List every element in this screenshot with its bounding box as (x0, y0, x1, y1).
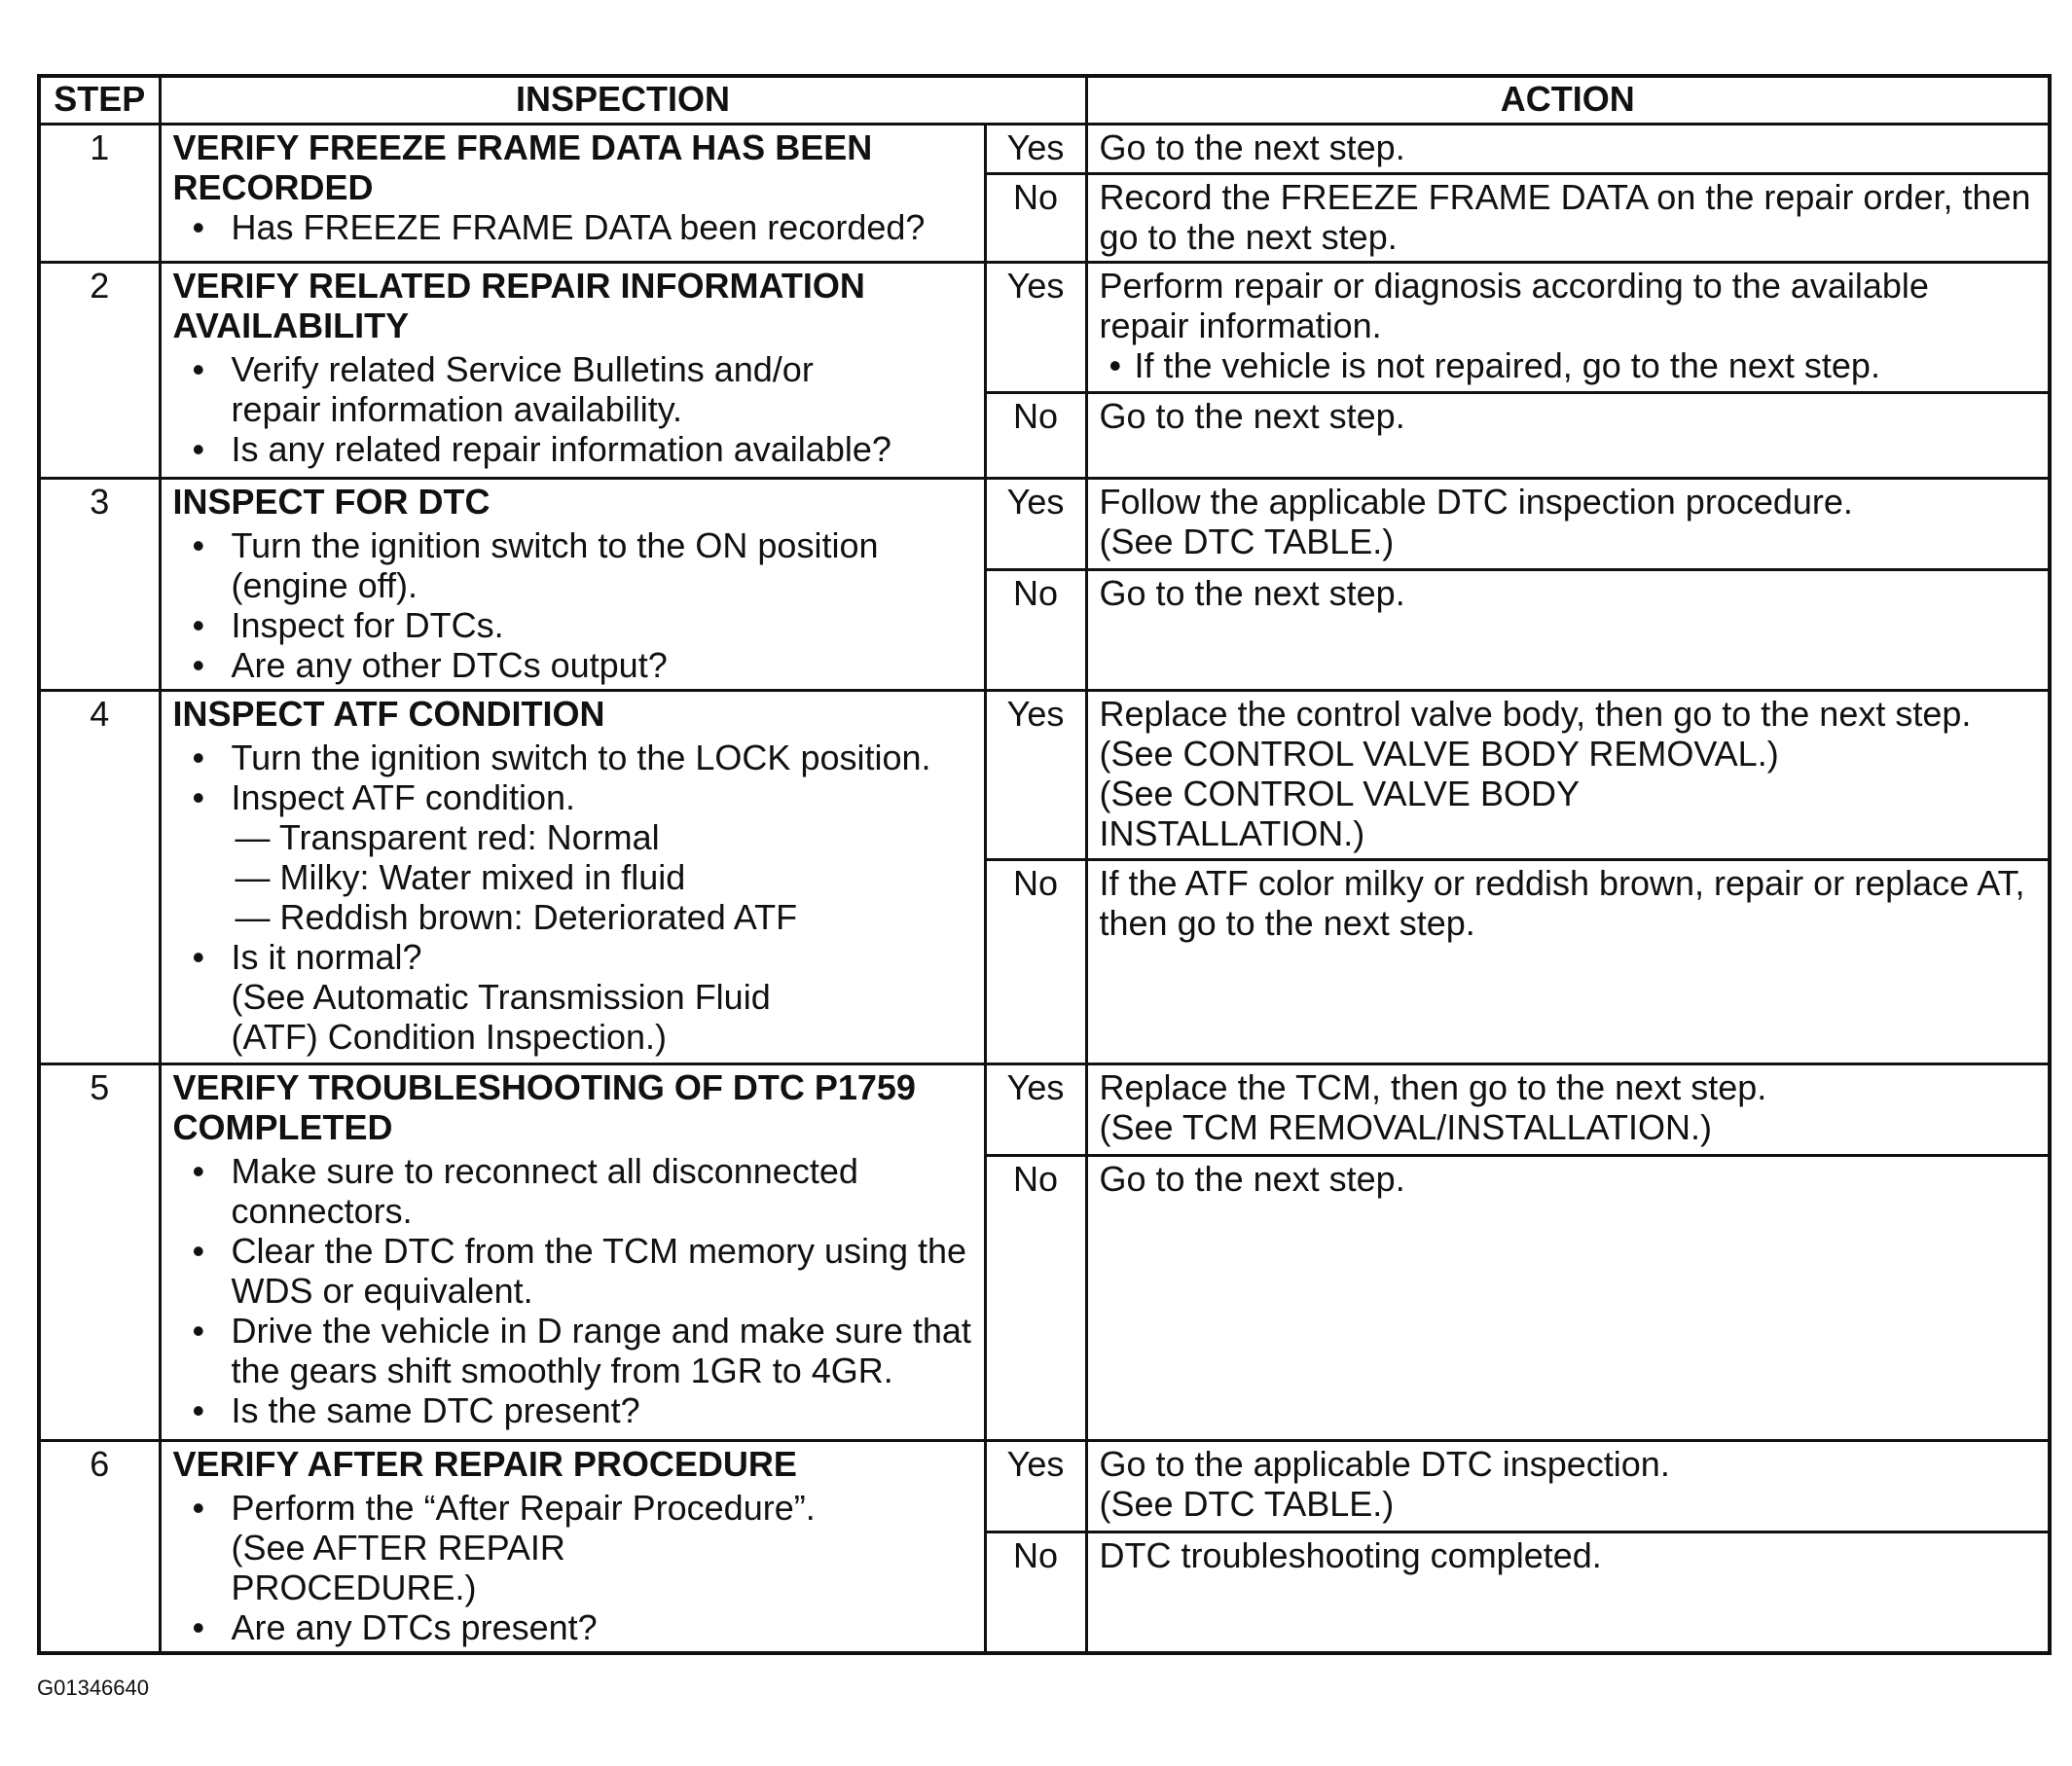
action-text: Perform repair or diagnosis according to the available repair information. (1099, 266, 1929, 345)
inspection-bullet: • Turn the ignition switch to the ON position (engine off). (173, 525, 893, 605)
yes-label: Yes (985, 479, 1086, 570)
inspection-cell (160, 125, 985, 263)
inspection-bullet: • Make sure to reconnect all disconnected connectors. (173, 1151, 874, 1231)
bullet-text: • Is it normal? (231, 937, 422, 977)
sub-item: — Transparent red: Normal (235, 817, 660, 857)
no-action (1086, 393, 2050, 479)
inspection-bullet: • Turn the ignition switch to the LOCK position. (173, 738, 974, 777)
inspection-bullet (173, 1488, 974, 1607)
sub-item: — Reddish brown: Deteriorated ATF (235, 897, 798, 937)
inspection-bullet (173, 777, 974, 937)
inspection-title: VERIFY RELATED REPAIR INFORMATION AVAILABILITY (172, 266, 865, 345)
header-inspection: INSPECTION (160, 76, 1086, 125)
header-step: STEP (39, 76, 160, 125)
bullet-note: (See Automatic Transmission Fluid (ATF) Condition Inspection.) (231, 977, 771, 1057)
bullet-note: (See AFTER REPAIR PROCEDURE.) (231, 1528, 565, 1607)
no-label: No (985, 1532, 1086, 1653)
inspection-bullet (173, 937, 974, 1057)
action-text: (See CONTROL VALVE BODY REMOVAL.) (1099, 734, 1779, 774)
inspection-bullets (173, 349, 974, 469)
yes-label: Yes (985, 125, 1086, 174)
table-row (39, 479, 2050, 570)
inspection-bullets (173, 1488, 974, 1647)
inspection-bullets (173, 1151, 974, 1430)
no-action (1086, 174, 2050, 263)
action-text: (See TCM REMOVAL/INSTALLATION.) (1099, 1107, 1712, 1147)
action-bullet: • If the vehicle is not repaired, go to the next step. (1100, 345, 2039, 385)
inspection-cell (160, 1064, 985, 1441)
step-number: 5 (39, 1064, 160, 1441)
bullet-text: • Perform the “After Repair Procedure”. (231, 1488, 816, 1528)
action-text: Replace the TCM, then go to the next step. (1099, 1067, 1767, 1107)
action-text: Go to the next step. (1099, 573, 1405, 613)
inspection-bullets (173, 525, 974, 685)
table-row (39, 1064, 2050, 1156)
action-text: (See DTC TABLE.) (1099, 1484, 1395, 1524)
no-label: No (985, 174, 1086, 263)
no-label: No (985, 860, 1086, 1064)
no-action (1086, 1532, 2050, 1653)
table-row (39, 263, 2050, 393)
no-action (1086, 570, 2050, 691)
no-label: No (985, 1156, 1086, 1441)
yes-action (1086, 125, 2050, 174)
yes-action (1086, 691, 2050, 860)
inspection-bullet: • Are any DTCs present? (173, 1607, 974, 1647)
no-label: No (985, 570, 1086, 691)
inspection-title: INSPECT FOR DTC (172, 482, 491, 522)
action-text: Go to the next step. (1099, 127, 1405, 167)
action-text: Go to the next step. (1099, 1159, 1405, 1199)
inspection-bullet: • Inspect for DTCs. (173, 605, 974, 645)
inspection-bullet: • Is any related repair information available? (173, 429, 974, 469)
action-text: Go to the next step. (1099, 396, 1405, 436)
yes-label: Yes (985, 1441, 1086, 1532)
inspection-cell (160, 479, 985, 691)
yes-action (1086, 479, 2050, 570)
no-action (1086, 860, 2050, 1064)
step-number: 4 (39, 691, 160, 1064)
action-text: Follow the applicable DTC inspection procedure. (1099, 482, 1853, 522)
inspection-bullet: • Verify related Service Bulletins and/or repair information availability. (173, 349, 854, 429)
step-number: 6 (39, 1441, 160, 1654)
inspection-cell (160, 263, 985, 479)
action-text: (See CONTROL VALVE BODY INSTALLATION.) (1099, 774, 1580, 853)
step-number: 1 (39, 125, 160, 263)
step-number: 3 (39, 479, 160, 691)
sub-item: — Milky: Water mixed in fluid (235, 857, 686, 897)
no-label: No (985, 393, 1086, 479)
table-row (39, 125, 2050, 174)
inspection-title: VERIFY TROUBLESHOOTING OF DTC P1759 COMPLETED (172, 1067, 916, 1147)
header-action: ACTION (1086, 76, 2050, 125)
action-text: Record the FREEZE FRAME DATA on the repair order, then go to the next step. (1099, 177, 2031, 257)
inspection-cell (160, 1441, 985, 1654)
inspection-bullet: • Are any other DTCs output? (173, 645, 974, 685)
figure-id: G01346640 (37, 1676, 149, 1700)
yes-label: Yes (985, 691, 1086, 860)
action-text: Replace the control valve body, then go to the next step. (1099, 694, 1972, 734)
table-header-row (39, 76, 2050, 125)
action-text: DTC troubleshooting completed. (1099, 1535, 1602, 1576)
inspection-bullets (173, 207, 974, 247)
yes-action (1086, 1441, 2050, 1532)
yes-action (1086, 263, 2050, 393)
inspection-cell (160, 691, 985, 1064)
inspection-title: INSPECT ATF CONDITION (172, 694, 605, 734)
inspection-bullets (173, 738, 974, 1057)
action-text: (See DTC TABLE.) (1099, 522, 1395, 561)
no-action (1086, 1156, 2050, 1441)
diagnostic-procedure-table (37, 74, 2052, 1655)
yes-label: Yes (985, 263, 1086, 393)
yes-label: Yes (985, 1064, 1086, 1156)
step-number: 2 (39, 263, 160, 479)
bullet-text: Inspect ATF condition. (231, 777, 576, 817)
inspection-bullet: • Is the same DTC present? (173, 1390, 974, 1430)
inspection-title: VERIFY FREEZE FRAME DATA HAS BEEN RECORDED (172, 127, 873, 207)
table-row (39, 1441, 2050, 1532)
action-text: If the ATF color milky or reddish brown, repair or replace AT, then go to the next step. (1099, 863, 2025, 943)
inspection-bullet: • Drive the vehicle in D range and make sure that the gears shift smoothly from 1GR to 4GR. (173, 1311, 974, 1390)
yes-action (1086, 1064, 2050, 1156)
inspection-bullet: • Clear the DTC from the TCM memory using the WDS or equivalent. (173, 1231, 974, 1311)
table-row (39, 691, 2050, 860)
inspection-bullet: • Has FREEZE FRAME DATA been recorded? (173, 207, 974, 247)
inspection-title: VERIFY AFTER REPAIR PROCEDURE (172, 1444, 797, 1484)
action-text: Go to the applicable DTC inspection. (1099, 1444, 1670, 1484)
